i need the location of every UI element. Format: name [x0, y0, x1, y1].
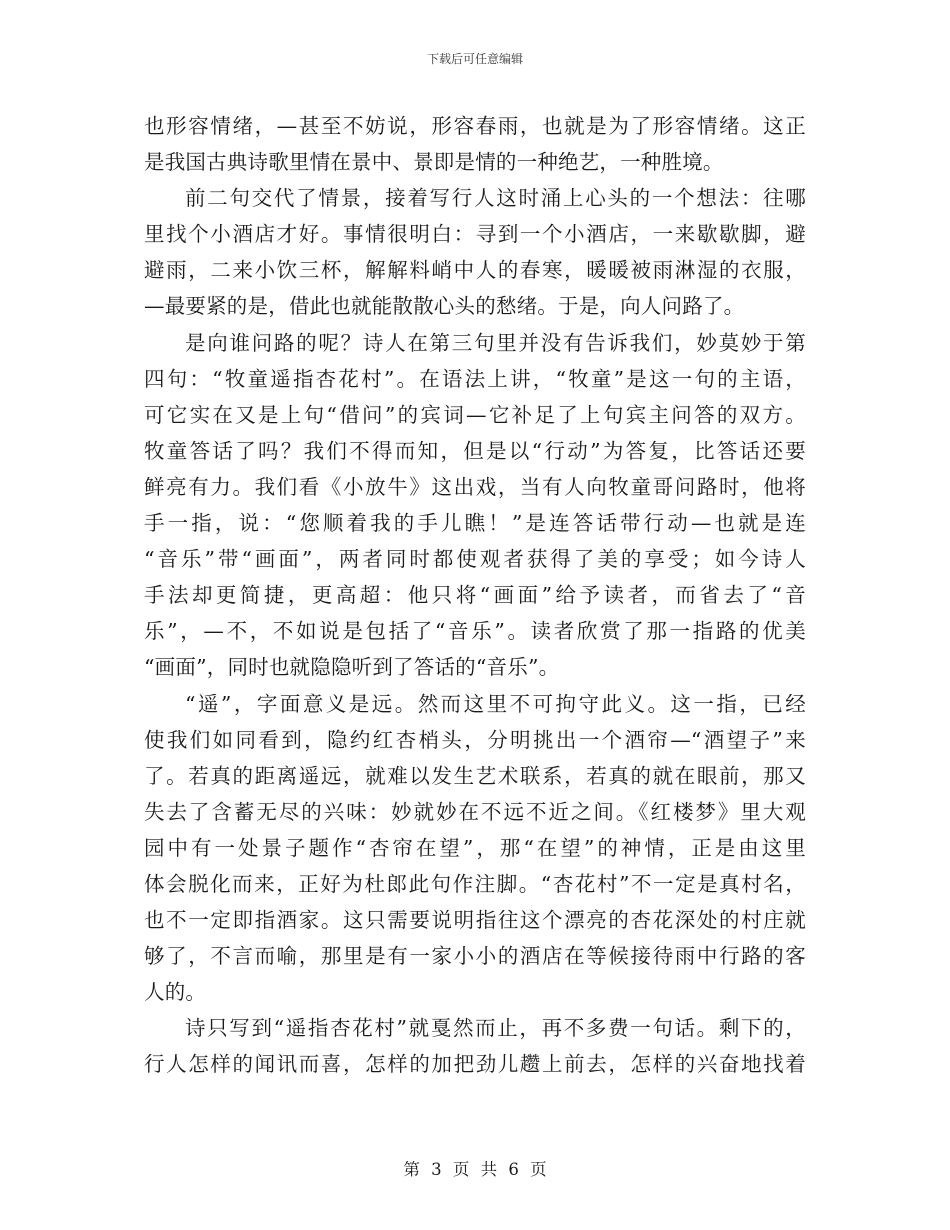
page-number-footer: 第 3 页 共 6 页: [403, 1160, 547, 1179]
text-line: 牧童答话了吗？我们不得而知，但是以“行动”为答复，比答话还要: [144, 438, 806, 463]
text-line: 够了，不言而喻，那里是有一家小小的酒店在等候接待雨中行路的客: [144, 944, 806, 969]
text-line: 失去了含蓄无尽的兴味：妙就妙在不远不近之间。《红楼梦》里大观: [144, 799, 806, 824]
text-line: 也不一定即指酒家。这只需要说明指往这个漂亮的杏花深处的村庄就: [144, 908, 806, 933]
text-line: 可它实在又是上句“借问”的宾词—它补足了上句宾主问答的双方。: [144, 402, 806, 427]
text-line: 鲜亮有力。我们看《小放牛》这出戏，当有人向牧童哥问路时，他将: [144, 474, 806, 499]
text-line: 园中有一处景子题作“杏帘在望”，那“在望”的神情，正是由这里: [144, 835, 806, 860]
text-line: “音乐”带“画面”，两者同时都使观者获得了美的享受；如今诗人: [144, 547, 806, 572]
text-line: 人的。: [144, 980, 207, 1005]
text-line: 也形容情绪，—甚至不妨说，形容春雨，也就是为了形容情绪。这正: [144, 114, 806, 138]
text-line: 手法却更简捷，更高超：他只将“画面”给予读者，而省去了“音: [144, 583, 806, 608]
text-line: “画面”，同时也就隐隐听到了答话的“音乐”。: [144, 655, 560, 680]
text-line: 四句：“牧童遥指杏花村”。在语法上讲，“牧童”是这一句的主语，: [144, 366, 806, 391]
text-line: 里找个小酒店才好。事情很明白：寻到一个小酒店，一来歇歇脚，避: [144, 222, 806, 247]
document-body: [144, 108, 806, 1083]
text-line: —最要紧的是，借此也就能散散心头的愁绪。于是，向人问路了。: [144, 294, 745, 319]
paragraph-start-line: 前二句交代了情景，接着写行人这时涌上心头的一个想法：往哪: [185, 186, 806, 211]
paragraph-start-line: 是向谁问路的呢？诗人在第三句里并没有告诉我们，妙莫妙于第: [185, 330, 806, 355]
text-line: 使我们如同看到，隐约红杏梢头，分明挑出一个酒帘—“酒望子”来: [144, 727, 806, 752]
paragraph-start-line: 诗只写到“遥指杏花村”就戛然而止，再不多费一句话。剩下的，: [185, 1016, 806, 1041]
text-line: 是我国古典诗歌里情在景中、景即是情的一种绝艺，一种胜境。: [144, 150, 724, 175]
text-line: 体会脱化而来，正好为杜郎此句作注脚。“杏花村”不一定是真村名，: [144, 871, 806, 896]
text-line: 手一指，说：“您顺着我的手儿瞧！”是连答话带行动—也就是连: [144, 511, 806, 536]
text-line: 乐”，—不，不如说是包括了“音乐”。读者欣赏了那一指路的优美: [144, 619, 806, 644]
text-line: 避雨，二来小饮三杯，解解料峭中人的春寒，暖暖被雨淋湿的衣服，: [144, 258, 806, 283]
paragraph-start-line: “遥”，字面意义是远。然而这里不可拘守此义。这一指，已经: [185, 691, 806, 716]
page-header: 下载后可任意编辑: [426, 52, 523, 66]
text-line: 了。若真的距离遥远，就难以发生艺术联系，若真的就在眼前，那又: [144, 763, 806, 788]
text-line: 行人怎样的闻讯而喜，怎样的加把劲儿趱上前去，怎样的兴奋地找着: [144, 1052, 806, 1077]
